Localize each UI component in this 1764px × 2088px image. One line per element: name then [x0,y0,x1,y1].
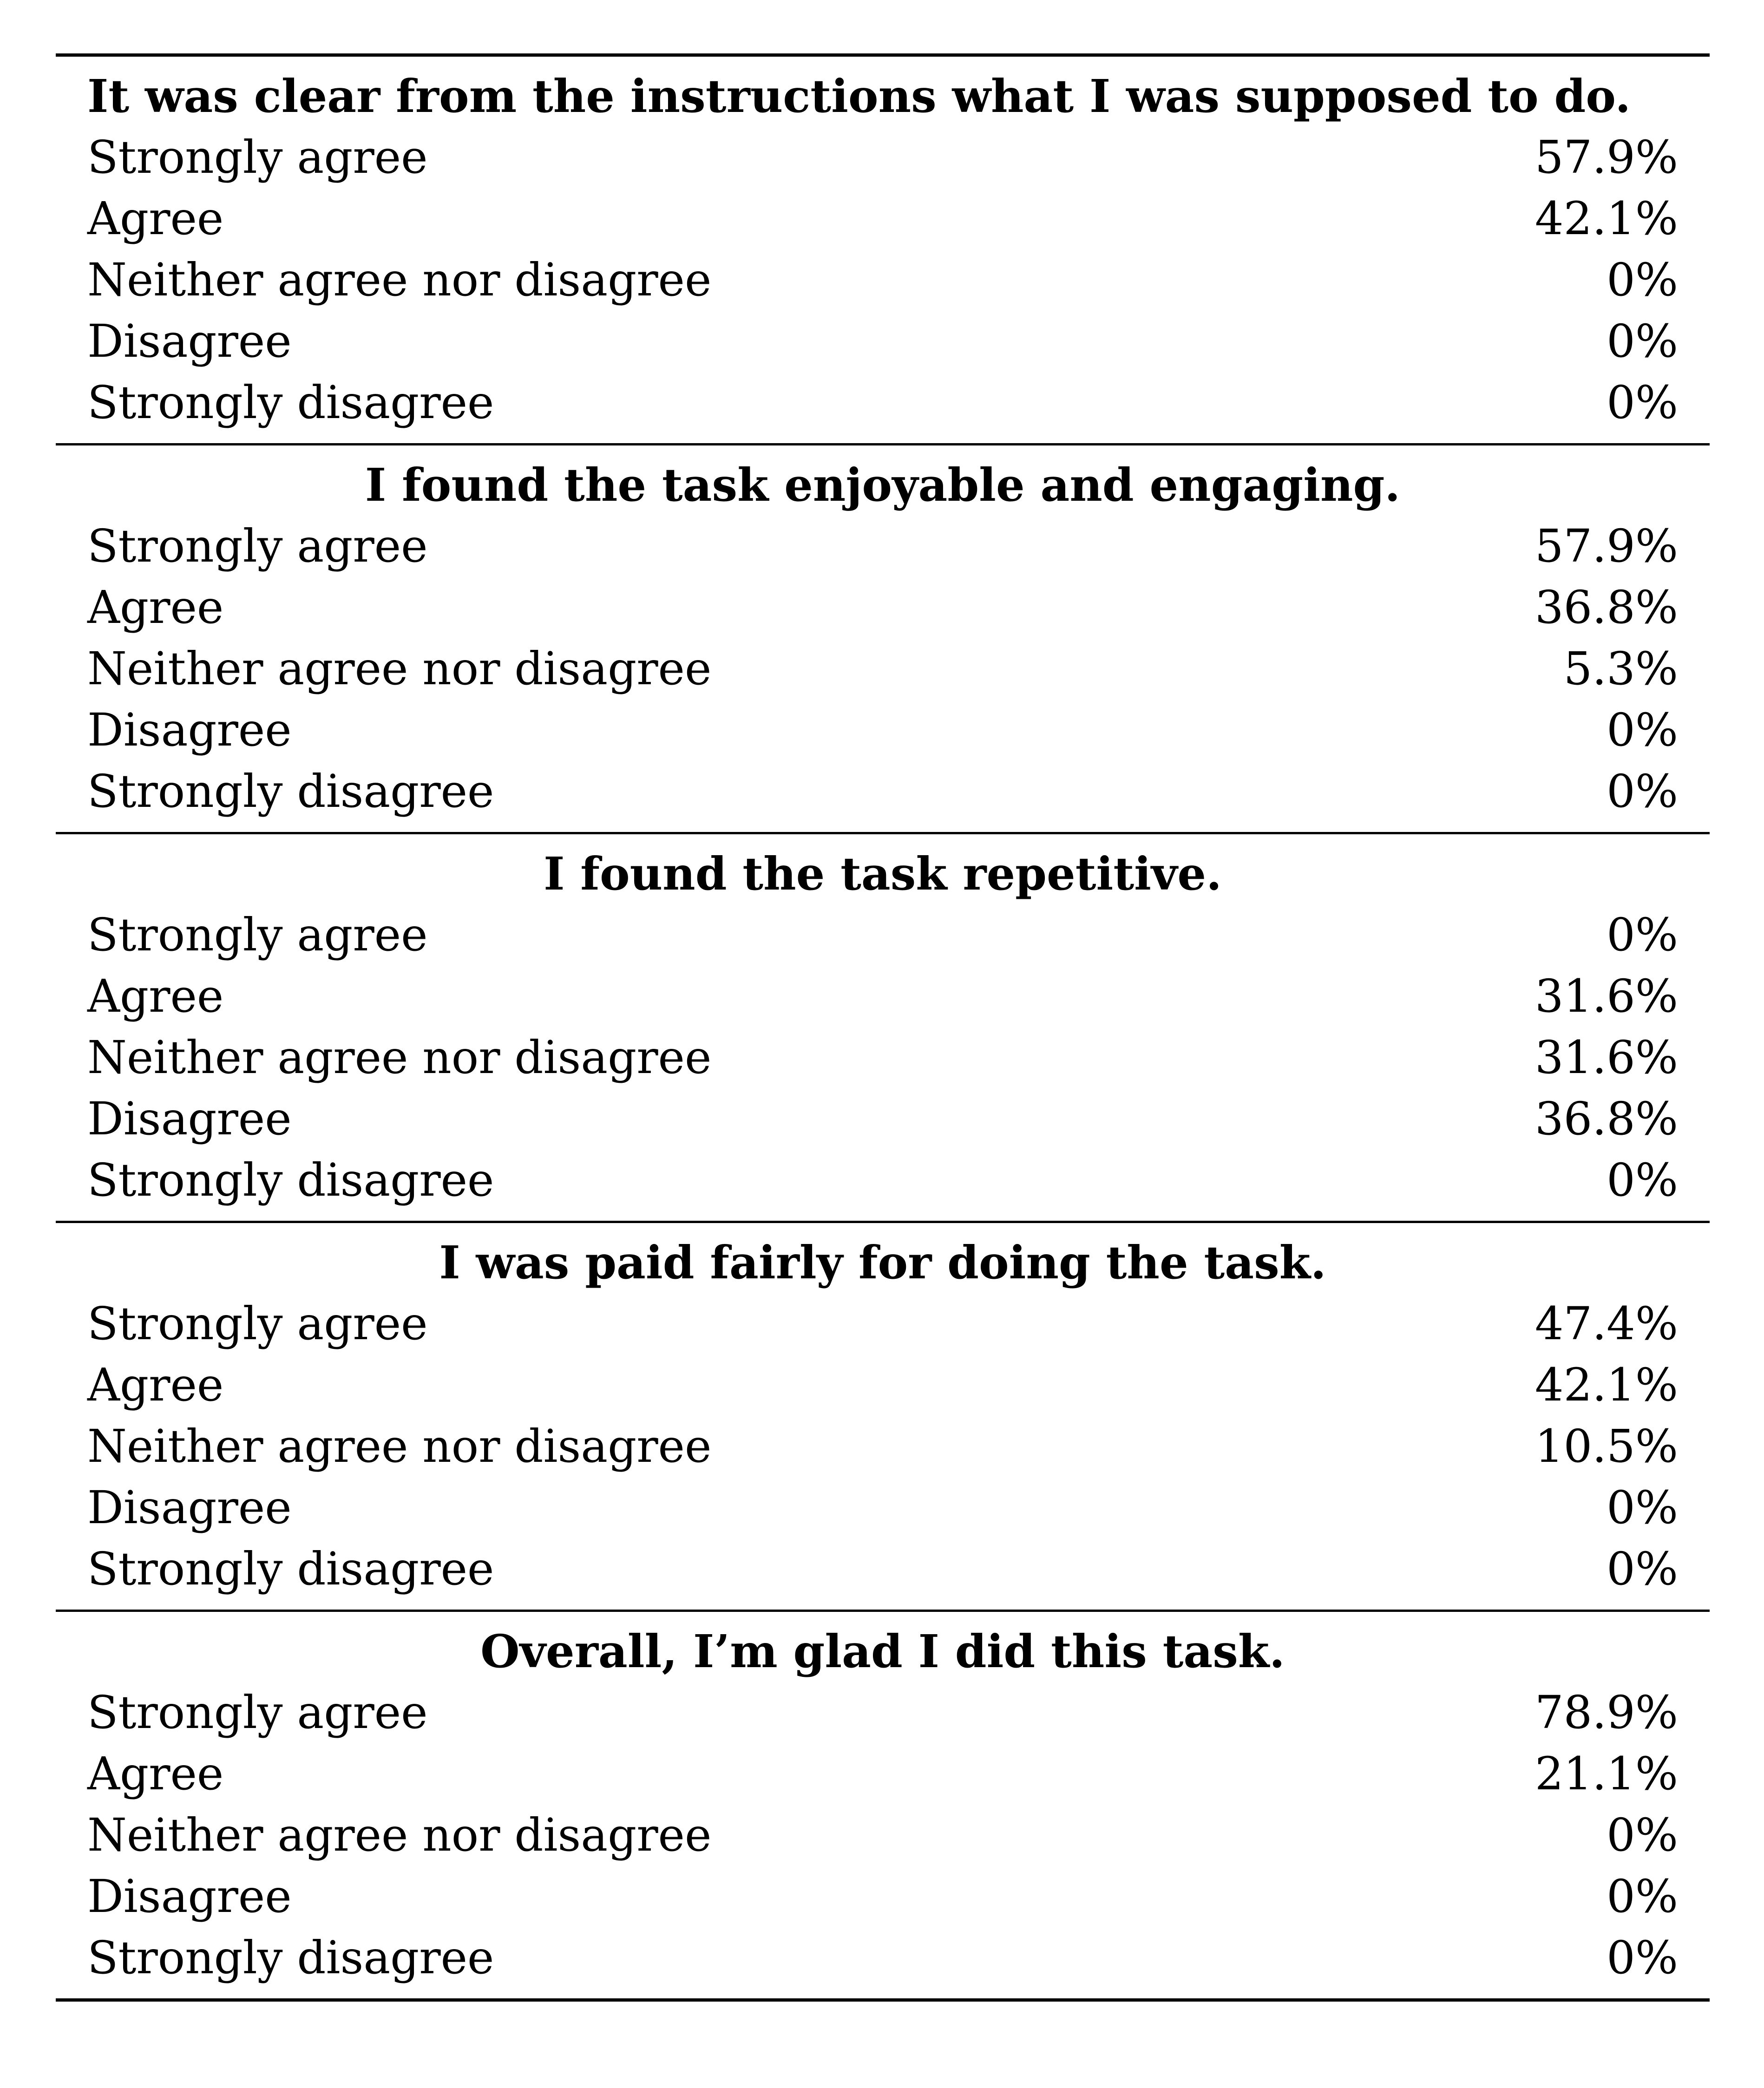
response-row [56,965,1710,1027]
response-label: Strongly disagree [87,765,494,818]
response-percentage: 0% [1607,1931,1678,1984]
response-percentage: 42.1% [1534,1358,1678,1411]
response-percentage: 36.8% [1534,1092,1678,1145]
response-label: Strongly agree [87,1297,428,1350]
response-percentage: 31.6% [1534,1031,1678,1084]
response-label: Disagree [87,1092,292,1145]
question-title: Overall, I’m glad I did this task. [480,1625,1285,1678]
response-percentage: 42.1% [1534,192,1678,245]
response-percentage: 0% [1607,1808,1678,1861]
response-label: Neither agree nor disagree [87,253,712,306]
response-label: Neither agree nor disagree [87,1808,712,1861]
response-percentage: 21.1% [1534,1747,1678,1800]
response-row [56,1293,1710,1354]
response-percentage: 0% [1607,1870,1678,1923]
response-percentage: 57.9% [1534,519,1678,572]
response-label: Disagree [87,1481,292,1534]
response-row [56,1804,1710,1865]
response-row [56,249,1710,310]
response-row [56,1088,1710,1149]
response-percentage: 0% [1607,253,1678,306]
question-section-paid-fairly [56,1221,1710,1610]
response-row [56,699,1710,760]
response-percentage: 0% [1607,703,1678,756]
response-percentage: 10.5% [1534,1420,1678,1473]
response-label: Strongly agree [87,519,428,572]
response-row [56,1477,1710,1538]
question-section-enjoyable [56,443,1710,832]
response-label: Strongly disagree [87,1542,494,1595]
question-section-overall [56,1610,1710,1998]
response-label: Agree [87,192,224,245]
response-row [56,310,1710,372]
response-percentage: 57.9% [1534,131,1678,183]
response-label: Strongly agree [87,908,428,961]
response-row [56,638,1710,699]
response-percentage: 0% [1607,1481,1678,1534]
question-title: I found the task enjoyable and engaging. [365,458,1401,511]
response-percentage: 0% [1607,765,1678,818]
response-row [56,1027,1710,1088]
response-label: Agree [87,1358,224,1411]
question-section-repetitive [56,832,1710,1221]
question-title: It was clear from the instructions what I was supposed to do. [87,70,1631,123]
response-percentage: 0% [1607,376,1678,429]
response-label: Disagree [87,314,292,367]
question-section-clarity [56,57,1710,443]
response-row [56,904,1710,965]
response-row [56,760,1710,822]
response-label: Neither agree nor disagree [87,1031,712,1084]
question-title: I found the task repetitive. [544,847,1222,900]
response-row [56,1743,1710,1804]
response-label: Disagree [87,703,292,756]
response-row [56,1149,1710,1211]
response-label: Neither agree nor disagree [87,642,712,695]
response-row [56,576,1710,638]
response-label: Neither agree nor disagree [87,1420,712,1473]
response-percentage: 0% [1607,314,1678,367]
response-row [56,1865,1710,1927]
response-row [56,515,1710,576]
response-label: Strongly disagree [87,1931,494,1984]
survey-results-table [56,53,1710,2002]
response-label: Strongly disagree [87,1153,494,1206]
response-label: Strongly agree [87,131,428,183]
response-percentage: 36.8% [1534,581,1678,634]
response-row [56,1927,1710,1988]
response-label: Strongly disagree [87,376,494,429]
response-percentage: 0% [1607,1542,1678,1595]
response-label: Strongly agree [87,1686,428,1739]
response-percentage: 47.4% [1534,1297,1678,1350]
response-label: Agree [87,969,224,1022]
response-percentage: 31.6% [1534,969,1678,1022]
response-row [56,188,1710,249]
response-percentage: 5.3% [1563,642,1678,695]
question-title: I was paid fairly for doing the task. [439,1236,1326,1289]
response-label: Disagree [87,1870,292,1923]
response-percentage: 0% [1607,908,1678,961]
response-row [56,1354,1710,1415]
response-row [56,1682,1710,1743]
response-label: Agree [87,581,224,634]
response-percentage: 78.9% [1534,1686,1678,1739]
response-row [56,1415,1710,1477]
response-label: Agree [87,1747,224,1800]
response-percentage: 0% [1607,1153,1678,1206]
response-row [56,126,1710,188]
response-row [56,1538,1710,1599]
response-row [56,372,1710,433]
